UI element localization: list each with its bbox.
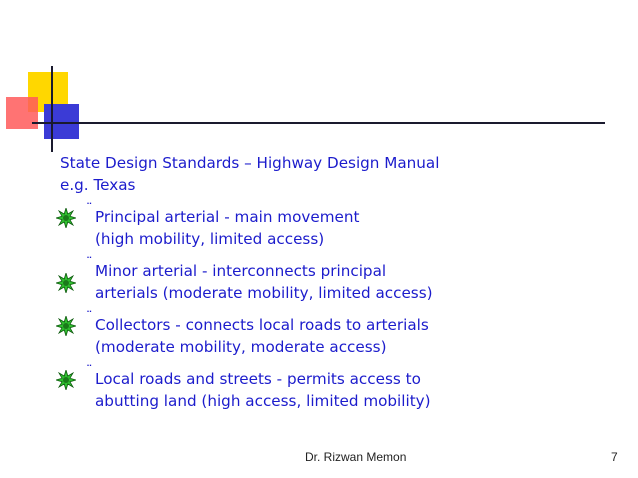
- bullet-marker: ¨: [86, 310, 93, 325]
- bullet-marker: ¨: [86, 202, 93, 217]
- footer-author: Dr. Rizwan Memon: [305, 450, 407, 464]
- bullet-line-1: Collectors - connects local roads to arterials: [95, 316, 429, 334]
- bullet-marker: ¨: [86, 364, 93, 379]
- list-item: [60, 364, 620, 412]
- bullet-line-2: arterials (moderate mobility, limited access): [95, 284, 433, 302]
- bullet-list: [60, 202, 620, 412]
- list-item: [60, 202, 620, 250]
- bullet-line-1: Local roads and streets - permits access to: [95, 370, 421, 388]
- intro-text: [60, 152, 620, 196]
- bullet-line-1: Principal arterial - main movement: [95, 208, 360, 226]
- list-item: [60, 256, 620, 304]
- decor-red-square: [6, 97, 38, 129]
- star-bullet-icon: [56, 208, 76, 228]
- star-bullet-icon: [56, 273, 76, 293]
- slide-content: [60, 152, 620, 422]
- intro-line-2: e.g. Texas: [60, 176, 136, 194]
- bullet-line-2: (high mobility, limited access): [95, 230, 325, 248]
- list-item: [60, 310, 620, 358]
- bullet-line-1: Minor arterial - interconnects principal: [95, 262, 387, 280]
- star-bullet-icon: [56, 370, 76, 390]
- bullet-line-2: abutting land (high access, limited mobility): [95, 392, 431, 410]
- bullet-marker: ¨: [86, 256, 93, 271]
- bullet-line-2: (moderate mobility, moderate access): [95, 338, 387, 356]
- page-number: 7: [611, 450, 618, 464]
- intro-line-1: State Design Standards – Highway Design Manual: [60, 154, 440, 172]
- decor-vertical-line: [51, 66, 53, 152]
- title-divider-line: [32, 122, 605, 124]
- star-bullet-icon: [56, 316, 76, 336]
